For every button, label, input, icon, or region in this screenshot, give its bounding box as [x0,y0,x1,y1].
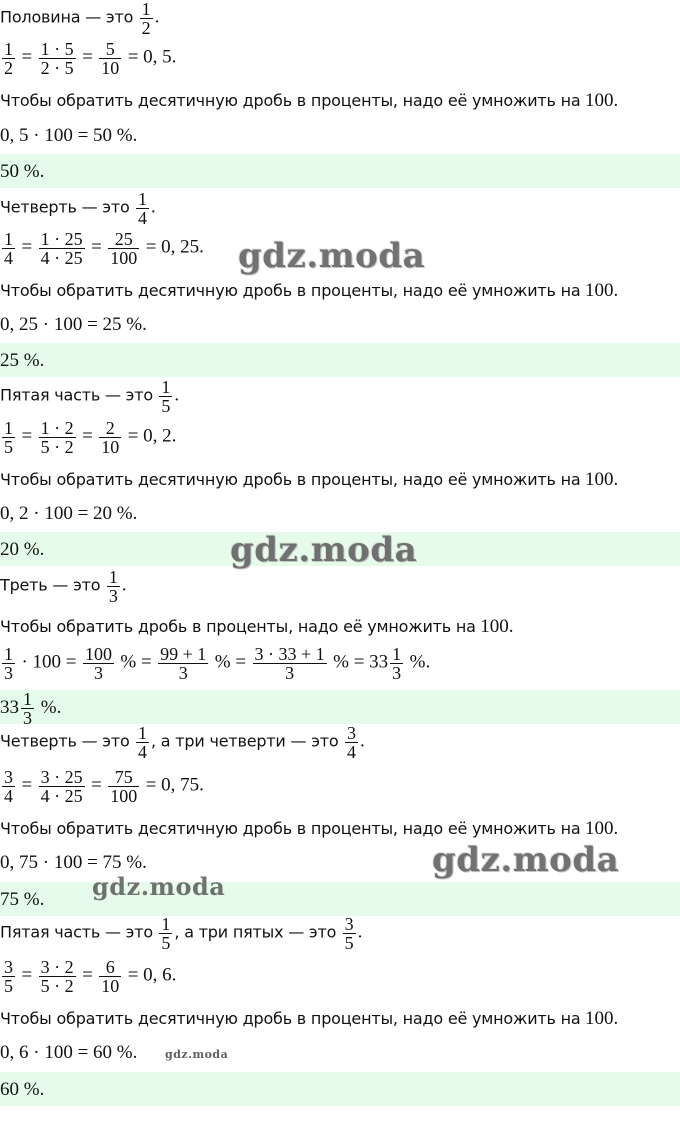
answer-highlight [0,1072,680,1106]
rule-line: Чтобы обратить десятичную дробь в проценты, надо её умножить на 100. [0,469,619,490]
equation-line: $\frac{1}{3}$ · 100 = $\frac{100}{3}$ % = $\frac{99 + 1}{3}$ % = $\frac{3 \cdot 33 + 1}{3}$ % = 33 $\frac{1}{3}$ %. [4,644,431,683]
intro-line: Треть — это $\frac{1}{3}$ . [0,567,127,606]
fraction: $\frac{3 \cdot 33 + 1}{3}$ [254,644,325,683]
intro-text: Половина — это [0,7,134,27]
rule-line: Чтобы обратить десятичную дробь в проценты, надо её умножить на 100. [0,1008,619,1029]
answer-highlight [0,343,680,377]
fraction: $\frac{3 \cdot 2}{5 \cdot 2}$ [40,957,74,996]
watermark-logo: gdz.moda [230,530,418,570]
answer-highlight [0,154,680,188]
fraction: $\frac{3 \cdot 25}{4 \cdot 25}$ [40,767,83,806]
equation-line: $\frac{1}{2}$ = $\frac{1 \cdot 5}{2 \cdot 5}$ = $\frac{5}{10}$ = 0, 5. [4,39,177,78]
rule-line: Чтобы обратить дробь в проценты, надо её умножить на 100. [0,616,514,637]
fraction: $\frac{1 \cdot 5}{2 \cdot 5}$ [40,39,74,78]
fraction: $\frac{1}{5}$ [161,377,171,416]
fraction: $\frac{100}{3}$ [84,644,112,683]
equation-line: $\frac{3}{5}$ = $\frac{3 \cdot 2}{5 \cdot 2}$ = $\frac{6}{10}$ = 0, 6. [4,957,177,996]
fraction: $\frac{1}{4}$ [138,723,148,762]
fraction: $\frac{1}{3}$ [4,644,13,683]
fraction: $\frac{1}{3}$ [108,567,118,606]
rule-line: Чтобы обратить десятичную дробь в проценты, надо её умножить на 100. [0,818,619,839]
answer: 75 %. [0,889,45,910]
fraction: $\frac{1}{5}$ [161,914,171,953]
fraction: $\frac{3}{4}$ [4,767,13,806]
answer: 50 %. [0,161,45,182]
fraction: $\frac{1}{2}$ [4,39,13,78]
calc-line: 0, 6 · 100 = 60 %. [0,1042,138,1063]
fraction: $\frac{3}{5}$ [344,914,354,953]
calc-line: 0, 25 · 100 = 25 %. [0,314,147,335]
watermark-logo: gdz.moda [92,872,226,901]
fraction: $\frac{1 \cdot 25}{4 \cdot 25}$ [40,229,83,268]
answer: 20 %. [0,539,45,560]
fraction: $\frac{75}{100}$ [110,767,138,806]
fraction: $\frac{5}{10}$ [101,39,120,78]
answer: 33 $\frac{1}{3}$ %. [0,689,62,728]
watermark-logo: gdz.moda [238,236,426,276]
intro-line: Четверть — это $\frac{1}{4}$ . [0,189,156,228]
rule-line: Чтобы обратить десятичную дробь в проценты, надо её умножить на 100. [0,90,619,111]
intro-line: Пятая часть — это $\frac{1}{5}$ , а три пятых — это $\frac{3}{5}$ . [0,914,363,953]
watermark-logo: gdz.moda [432,840,620,880]
fraction: $\frac{1}{3}$ [23,689,32,728]
fraction: $\frac{2}{10}$ [101,418,120,457]
fraction: $\frac{99 + 1}{3}$ [160,644,207,683]
equation-line: $\frac{1}{5}$ = $\frac{1 \cdot 2}{5 \cdot 2}$ = $\frac{2}{10}$ = 0, 2. [4,418,177,457]
fraction: $\frac{1}{5}$ [4,418,13,457]
fraction: $\frac{1 \cdot 2}{5 \cdot 2}$ [40,418,74,457]
intro-line: Четверть — это $\frac{1}{4}$ , а три четверти — это $\frac{3}{4}$ . [0,723,365,762]
intro-line: Пятая часть — это $\frac{1}{5}$ . [0,377,180,416]
answer-highlight [0,690,680,724]
fraction: $\frac{1}{4}$ [138,189,148,228]
fraction: $\frac{6}{10}$ [101,957,120,996]
fraction: $\frac{3}{4}$ [346,723,356,762]
answer: 25 %. [0,350,45,371]
watermark-logo: gdz.moda [165,1048,229,1061]
fraction: $\frac{1}{4}$ [4,229,13,268]
rule-line: Чтобы обратить десятичную дробь в проценты, надо её умножить на 100. [0,280,619,301]
fraction: $\frac{1}{3}$ [392,644,402,683]
calc-line: 0, 75 · 100 = 75 %. [0,852,147,873]
fraction: $\frac{1}{2}$ [141,0,151,38]
fraction: $\frac{3}{5}$ [4,957,13,996]
intro-line: Половина — это $\frac{1}{2}$ . [0,0,160,38]
equation-line: $\frac{3}{4}$ = $\frac{3 \cdot 25}{4 \cdot 25}$ = $\frac{75}{100}$ = 0, 75. [4,767,204,806]
answer: 60 %. [0,1079,45,1100]
fraction: $\frac{25}{100}$ [110,229,138,268]
calc-line: 0, 5 · 100 = 50 %. [0,125,138,146]
calc-line: 0, 2 · 100 = 20 %. [0,503,138,524]
equation-line: $\frac{1}{4}$ = $\frac{1 \cdot 25}{4 \cdot 25}$ = $\frac{25}{100}$ = 0, 25. [4,229,204,268]
